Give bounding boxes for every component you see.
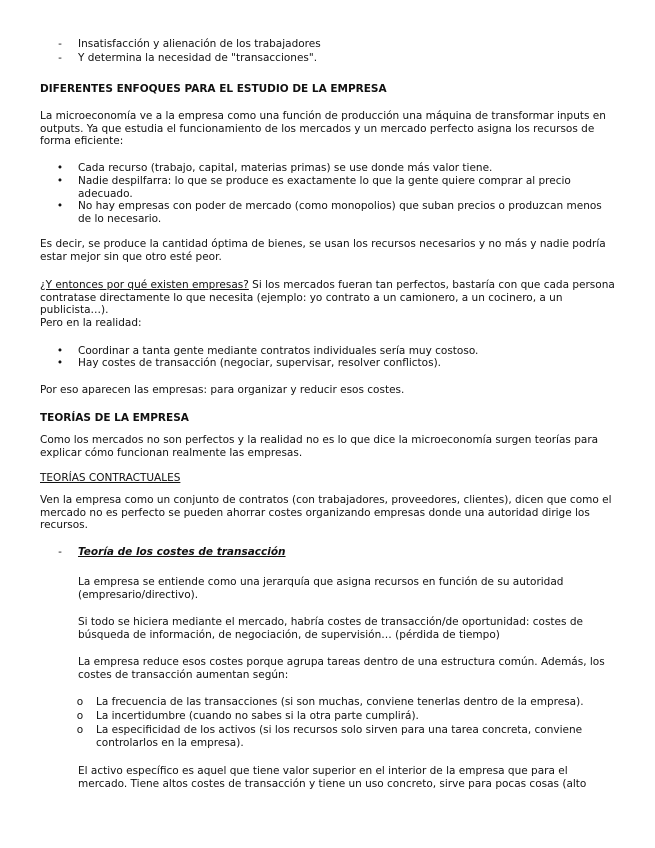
intro-list-item: Insatisfacción y alienación de los trabajadores bbox=[78, 38, 321, 50]
question-paragraph bbox=[40, 279, 625, 317]
theory-paragraph: El activo específico es aquel que tiene valor superior en el interior de la empresa que para el mercado. Tiene altos costes de transacción y tiene un uso concreto, sirve para pocas cosas (alto bbox=[78, 765, 587, 790]
subheading-contractuales: TEORÍAS CONTRACTUALES bbox=[40, 472, 181, 484]
circle-list-item: La frecuencia de las transacciones (si son muchas, conviene tenerlas dentro de la empresa). bbox=[96, 696, 584, 708]
question-rest: Si los mercados fueran tan perfectos, bastaría con que cada persona contratase directamente lo que necesita (ejemplo: yo contrato a un camionero, a un cocinero, a un publicista…). bbox=[40, 279, 615, 316]
circle-bullet-icon: o bbox=[76, 724, 84, 736]
bullet-item: Nadie despilfarra: lo que se produce es exactamente lo que la gente quiere comprar al precio adecuado. bbox=[78, 175, 571, 200]
circle-bullet-icon: o bbox=[76, 710, 84, 722]
dash-bullet: - bbox=[58, 52, 62, 64]
theory-paragraph: La empresa se entiende como una jerarquía que asigna recursos en función de su autoridad (empresario/directivo). bbox=[78, 576, 564, 601]
paragraph: Por eso aparecen las empresas: para organizar y reducir esos costes. bbox=[40, 384, 405, 396]
bullet-item: No hay empresas con poder de mercado (como monopolios) que suban precios o produzcan menos de lo necesario. bbox=[78, 200, 602, 225]
paragraph: Ven la empresa como un conjunto de contratos (con trabajadores, proveedores, clientes), dicen que como el mercado no es perfecto se pueden ahorrar costes organizando empresas donde una autoridad dirige los recursos. bbox=[40, 494, 612, 531]
section-heading-enfoques: DIFERENTES ENFOQUES PARA EL ESTUDIO DE LA EMPRESA bbox=[40, 83, 387, 95]
bullet-item: Cada recurso (trabajo, capital, materias primas) se use donde más valor tiene. bbox=[78, 162, 493, 174]
bullet-icon: • bbox=[56, 200, 64, 212]
circle-list-item: La incertidumbre (cuando no sabes si la otra parte cumplirá). bbox=[96, 710, 419, 722]
paragraph: Es decir, se produce la cantidad óptima de bienes, se usan los recursos necesarios y no más y nadie podría estar mejor sin que otro esté peor. bbox=[40, 238, 606, 263]
bullet-icon: • bbox=[56, 345, 64, 357]
theory-paragraph: La empresa reduce esos costes porque agrupa tareas dentro de una estructura común. Además, los costes de transacción aumentan según: bbox=[78, 656, 605, 681]
bullet-icon: • bbox=[56, 162, 64, 174]
paragraph: Como los mercados no son perfectos y la realidad no es lo que dice la microeconomía surgen teorías para explicar cómo funcionan realmente las empresas. bbox=[40, 434, 599, 459]
bullet-item: Coordinar a tanta gente mediante contratos individuales sería muy costoso. bbox=[78, 345, 479, 357]
bullet-icon: • bbox=[56, 175, 64, 187]
circle-list-item: La especificidad de los activos (si los recursos solo sirven para una tarea concreta, conviene controlarlos en la empresa). bbox=[96, 724, 583, 749]
theory-title: Teoría de los costes de transacción bbox=[78, 546, 286, 558]
circle-bullet-icon: o bbox=[76, 696, 84, 708]
paragraph: La microeconomía ve a la empresa como una función de producción una máquina de transformar inputs en outputs. Ya que estudia el funcionamiento de los mercados y un mercado perfecto asigna los recursos de forma eficiente: bbox=[40, 110, 606, 147]
bullet-item: Hay costes de transacción (negociar, supervisar, resolver conflictos). bbox=[78, 357, 442, 369]
dash-bullet: - bbox=[58, 546, 62, 558]
dash-bullet: - bbox=[58, 38, 62, 50]
bullet-icon: • bbox=[56, 357, 64, 369]
paragraph: Pero en la realidad: bbox=[40, 317, 142, 329]
intro-list-item: Y determina la necesidad de "transacciones". bbox=[78, 52, 318, 64]
underlined-question: ¿Y entonces por qué existen empresas? bbox=[40, 279, 249, 291]
section-heading-teorias: TEORÍAS DE LA EMPRESA bbox=[40, 412, 189, 424]
theory-paragraph: Si todo se hiciera mediante el mercado, habría costes de transacción/de oportunidad: costes de búsqueda de información, de negociación, de supervisión… (pérdida de tiempo) bbox=[78, 616, 583, 641]
